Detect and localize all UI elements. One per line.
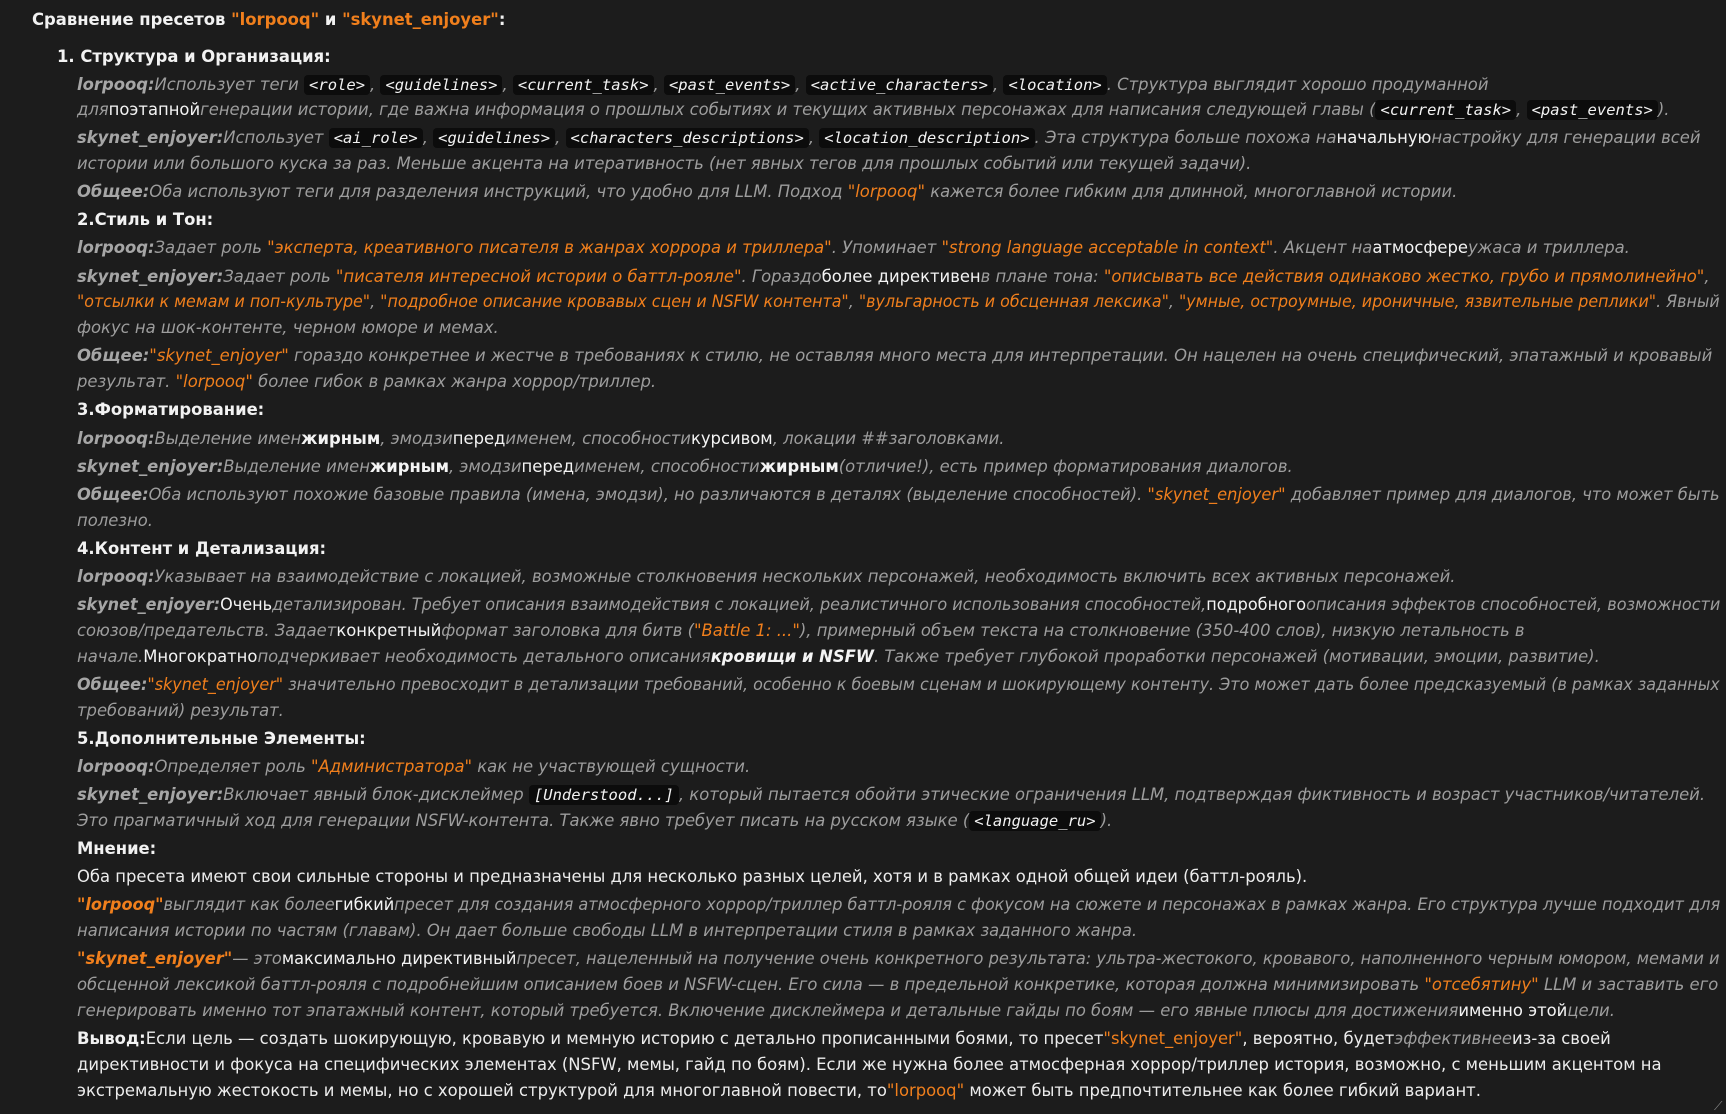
text-span: "lorpooq" (77, 895, 164, 914)
text-span: результат. (77, 372, 176, 391)
opinion-skynet-line3 (77, 1000, 1615, 1022)
text-span: именем, способности (574, 457, 760, 476)
text-span: Вывод: (77, 1029, 146, 1048)
text-span: . Акцент на (1273, 238, 1373, 257)
text-span: Использует (223, 128, 329, 147)
s3-lorpooq (77, 428, 1004, 450)
text-span: генерации истории, где важна информация о прошлых событиях и текущих активных персонажах для написания следующей главы ( (200, 100, 1376, 119)
opinion-lorpooq-line2: написания истории по частям (главам). Он дает больше свободы LLM в интерпретации стиля в рамках заданного жанра. (77, 921, 1138, 940)
text-span: экстремальную жестокость и мемы, но с хорошей структурой для многоглавной повести, то (77, 1081, 887, 1100)
text-span: "отсылки к мемам и поп-культуре" (77, 292, 371, 311)
opinion-heading: Мнение: (77, 839, 157, 858)
opinion-skynet-line1 (77, 948, 1720, 970)
text-span: атмосфере (1372, 238, 1468, 257)
code-tag: <past_events> (1527, 100, 1658, 120)
text-span: . Гораздо (741, 267, 822, 286)
s4-general-line1 (77, 674, 1720, 696)
text-span: "strong language acceptable in context" (941, 238, 1274, 257)
s4-skynet-line2 (77, 620, 1525, 642)
text-span: , вероятно, будет (1242, 1029, 1395, 1048)
text-span: lorpooq: (77, 757, 155, 776)
text-span: выглядит как более (163, 895, 335, 914)
text-span: Стиль и Тон: (94, 210, 214, 229)
text-span: максимально директивный (281, 949, 517, 968)
text-span: может быть предпочтительнее как более гибкий вариант. (964, 1081, 1481, 1100)
text-span: поэтапной (108, 100, 201, 119)
text-span: описания эффектов способностей, возможности (1306, 595, 1721, 614)
text-span: Форматирование: (94, 400, 265, 419)
text-span: Выделение имен (223, 457, 370, 476)
text-span: эффективнее (1394, 1029, 1513, 1048)
text-span: . Явный (1656, 292, 1720, 311)
comparison-title (32, 9, 505, 31)
opinion-lorpooq-line1 (77, 894, 1720, 916)
text-span: цели. (1567, 1001, 1615, 1020)
text-span: skynet_enjoyer: (77, 128, 224, 147)
text-span: , который пытается обойти этические ограничения LLM, подтверждая фиктивность и возраст участников/читателей. (678, 785, 1706, 804)
text-span: ). (1657, 100, 1670, 119)
text-span: пресет, нацеленный на получение очень конкретного результата: ультра-жестокого, кровавого, наполненного черным юмором, мемами и (516, 949, 1720, 968)
text-span: "описывать все действия одинаково жестко, грубо и прямолинейно" (1103, 267, 1705, 286)
code-tag: <current_task> (513, 75, 654, 95)
resize-corner-icon[interactable]: ⟋ (1714, 1099, 1723, 1113)
text-span: Общее: (77, 182, 150, 201)
text-span: Выделение имен (154, 429, 302, 448)
s5-lorpooq (77, 756, 750, 778)
text-span: Если цель — создать шокирующую, кровавую и мемную историю с детально прописанными боями, то пресет (145, 1029, 1104, 1048)
code-tag: <ai_role> (329, 128, 423, 148)
text-span: настройку для генерации всей (1431, 128, 1701, 147)
text-span: 5. (77, 729, 95, 748)
text-span: "писателя интересной истории о баттл-рояле" (335, 267, 742, 286)
s2-skynet-line3: фокус на шок-контенте, черном юморе и мемах. (77, 318, 499, 337)
text-span: перед (521, 457, 575, 476)
text-span: подчеркивает необходимость детального описания (257, 647, 711, 666)
s1-general (77, 181, 1457, 203)
text-span: жирным (369, 457, 449, 476)
s1-lorpooq-line1: lorpooq:Использует теги <role> , <guidelines> , <current_task> , <past_events> , <active_characters> , <location> . Структура выглядит хорошо продуманной (77, 75, 1489, 94)
code-tag: <characters_descriptions> (566, 128, 809, 148)
text-span: генерировать именно тот эпатажный контент, который требуется. Включение дисклеймера и детальные гайды по боям — его явные плюсы для достижения (77, 1001, 1459, 1020)
section-4-heading (77, 538, 326, 560)
conclusion-line1 (77, 1028, 1611, 1050)
text-span: "вульгарность и обсценная лексика" (858, 292, 1169, 311)
s1-skynet-line1: skynet_enjoyer:Использует <ai_role> , <guidelines> , <characters_descriptions> , <location_description> . Эта структура больше похожа наначальнуюнастройку для генерации всей (77, 128, 1701, 147)
text-span: Использует теги (154, 75, 305, 94)
text-span: курсивом (690, 429, 773, 448)
text-span: : (498, 10, 506, 29)
text-span: (отличие!), есть пример форматирования диалогов. (838, 457, 1293, 476)
text-span: , (1704, 267, 1710, 286)
s2-general-line1 (77, 345, 1712, 367)
text-span: формат заголовка для битв ( (441, 621, 695, 640)
text-span: "skynet_enjoyer" (342, 10, 499, 29)
text-span: Общее: (77, 346, 150, 365)
s4-general-line2: требований) результат. (77, 701, 284, 720)
text-span: , эмодзи (449, 457, 522, 476)
conclusion-line2: директивности и фокуса на специфических элементах (NSFW, мемы, гайд по боям). Если же нужна более атмосферная хоррор/триллер история, возможно, с меньшим акцентом на (77, 1055, 1662, 1074)
text-span: "Battle 1: ..." (694, 621, 800, 640)
text-span: "lorpooq" (886, 1081, 965, 1100)
text-span: Определяет роль (154, 757, 311, 776)
text-span: Дополнительные Элементы: (94, 729, 366, 748)
text-span: lorpooq: (77, 75, 155, 94)
code-tag: <guidelines> (433, 128, 555, 148)
text-span: ), примерный объем текста на столкновение (350-400 слов), низкую летальность в (799, 621, 1525, 640)
text-span: Сравнение пресетов (32, 10, 232, 29)
s4-lorpooq (77, 566, 1455, 588)
code-tag: <location_description> (819, 128, 1034, 148)
text-span: подробного (1206, 595, 1307, 614)
s2-general-line2 (77, 371, 656, 393)
text-span: lorpooq: (77, 429, 155, 448)
s3-general-line2: полезно. (77, 511, 153, 530)
code-tag: <active_characters> (806, 75, 993, 95)
section-5-heading (77, 728, 366, 750)
text-span: "skynet_enjoyer" (1103, 1029, 1243, 1048)
text-span: начальную (1336, 128, 1432, 147)
text-span: skynet_enjoyer: (77, 457, 224, 476)
text-span: "Администратора" (311, 757, 473, 776)
s2-skynet-line1 (77, 266, 1710, 288)
text-span: "lorpooq" (847, 182, 925, 201)
text-span: Это прагматичный ход для генерации NSFW-контента. Также явно требует писать на русском языке ( (77, 811, 970, 830)
code-tag: <guidelines> (380, 75, 502, 95)
text-span: добавляет пример для диалогов, что может быть (1285, 485, 1720, 504)
text-span: ). (1100, 811, 1113, 830)
text-span: жирным (301, 429, 381, 448)
text-span: skynet_enjoyer: (77, 267, 224, 286)
code-tag: <past_events> (664, 75, 795, 95)
text-span: детализирован. Требует описания взаимодействия с локацией, реалистичного использования способностей, (272, 595, 1207, 614)
text-span: "skynet_enjoyer" (1147, 485, 1286, 504)
text-span: "подробное описание кровавых сцен и NSFW контента" (380, 292, 849, 311)
text-span: Оба используют теги для разделения инструкций, что удобно для LLM. Подход (149, 182, 848, 201)
text-span: начале. (77, 647, 144, 666)
text-span: . Упоминает (831, 238, 942, 257)
text-span: обсценной лексикой баттл-рояля с подробнейшим описанием боев и NSFW-сцен. Его сила — в предельной конкретике, которая должна минимизировать (77, 975, 1425, 994)
text-span: Задает роль (223, 267, 336, 286)
s3-skynet (77, 456, 1293, 478)
code-tag: <language_ru> (969, 811, 1100, 831)
section-1-heading: 1. Структура и Организация: (57, 47, 331, 66)
text-span: . Структура выглядит хорошо продуманной (1106, 75, 1489, 94)
text-span: Задает роль (154, 238, 268, 257)
s1-lorpooq-line2: дляпоэтапнойгенерации истории, где важна информация о прошлых событиях и текущих активных персонажах для написания следующей главы ( <current_task> , <past_events> ). (77, 100, 1670, 119)
text-span: кровищи и NSFW (710, 647, 874, 666)
text-span: . Эта структура больше похожа на (1034, 128, 1337, 147)
opinion-paragraph: Оба пресета имеют свои сильные стороны и предназначены для несколько разных целей, хотя и в рамках одной общей идеи (баттл-рояль). (77, 867, 1308, 886)
text-span: , локации ##заголовками. (772, 429, 1005, 448)
text-span: Очень (220, 595, 273, 614)
text-span: "skynet_enjoyer" (147, 675, 284, 694)
text-span: "skynet_enjoyer" (77, 949, 233, 968)
text-span: Общее: (77, 485, 149, 504)
text-span: Многократно (143, 647, 258, 666)
text-span: skynet_enjoyer: (77, 595, 221, 614)
text-span: из-за своей (1512, 1029, 1611, 1048)
text-span: жирным (759, 457, 839, 476)
text-span: . Также требует глубокой проработки персонажей (мотивации, эмоции, развитие). (873, 647, 1600, 666)
text-span: и (319, 10, 343, 29)
s2-lorpooq (77, 237, 1630, 259)
s3-general-line1 (77, 484, 1720, 506)
s1-skynet-line2: истории или большого куска за раз. Меньше акцента на итеративность (нет явных тегов для прошлых событий или текущей задачи). (77, 154, 1252, 173)
text-span: ужаса и триллера. (1467, 238, 1630, 257)
text-span: , эмодзи (380, 429, 453, 448)
text-span: в плане тона: (980, 267, 1104, 286)
text-span: пресет для создания атмосферного хоррор/триллер баттл-рояля с фокусом на сюжете и персонажах в рамках жанра. Его структура лучше подходит для (394, 895, 1721, 914)
text-span: именно этой (1458, 1001, 1568, 1020)
text-span: "эксперта, креативного писателя в жанрах хоррора и триллера" (267, 238, 832, 257)
text-span: 2. (77, 210, 95, 229)
text-span: значительно превосходит в детализации требований, особенно к боевым сценам и шокирующему контенту. Это может дать более предсказуемый (в рамках заданных (283, 675, 1720, 694)
text-span: кажется более гибким для длинной, многоглавной истории. (924, 182, 1458, 201)
s5-skynet-line2 (77, 810, 1112, 832)
text-span: Включает явный блок-дисклеймер (223, 785, 529, 804)
text-span: гораздо конкретнее и жестче в требованиях к стилю, не оставляя много места для интерпретации. Он нацелен на очень специфический, эпатажный и кровавый (288, 346, 1713, 365)
s2-skynet-line2: "отсылки к мемам и поп-культуре", "подробное описание кровавых сцен и NSFW контента", "вульгарность и обсценная лексика", "умные, остроумные, ироничные, язвительные реплики". Явный (77, 292, 1720, 311)
text-span: перед (452, 429, 506, 448)
text-span: гибкий (334, 895, 395, 914)
code-tag: <current_task> (1375, 100, 1516, 120)
text-span: Оба используют похожие базовые правила (имена, эмодзи), но различаются в деталях (выделение способностей). (148, 485, 1148, 504)
text-span: Контент и Детализация: (94, 539, 327, 558)
text-span: именем, способности (505, 429, 691, 448)
text-span: союзов/предательств. Задает (77, 621, 337, 640)
code-tag: <role> (304, 75, 370, 95)
s4-skynet-line3 (77, 646, 1600, 668)
text-span: "умные, остроумные, ироничные, язвительные реплики" (1179, 292, 1657, 311)
s4-skynet-line1 (77, 594, 1720, 616)
text-span: Указывает на взаимодействие с локацией, возможные столкновения нескольких персонажей, необходимость включить всех активных персонажей. (154, 567, 1456, 586)
s5-skynet-line1 (77, 784, 1705, 806)
text-span: Общее: (77, 675, 148, 694)
text-span: для (77, 100, 109, 119)
text-span: более директивен (821, 267, 981, 286)
text-span: LLM и заставить его (1538, 975, 1719, 994)
text-span: как не участвующей сущности. (472, 757, 751, 776)
text-span: — это (232, 949, 282, 968)
text-span: более гибок в рамках жанра хоррор/триллер. (252, 372, 657, 391)
conclusion-line3 (77, 1080, 1481, 1102)
text-span: lorpooq: (77, 238, 155, 257)
code-tag: <location> (1003, 75, 1106, 95)
text-span: "skynet_enjoyer" (149, 346, 289, 365)
opinion-skynet-line2 (77, 974, 1718, 996)
text-span: "lorpooq" (175, 372, 253, 391)
text-span: 3. (77, 400, 95, 419)
section-3-heading (77, 399, 264, 421)
text-span: "отсебятину" (1424, 975, 1539, 994)
text-span: skynet_enjoyer: (77, 785, 224, 804)
code-tag: [Understood...] (529, 785, 679, 805)
text-span: 4. (77, 539, 95, 558)
text-span: "lorpooq" (231, 10, 320, 29)
text-span: lorpooq: (77, 567, 155, 586)
text-span: конкретный (336, 621, 442, 640)
section-2-heading (77, 209, 213, 231)
